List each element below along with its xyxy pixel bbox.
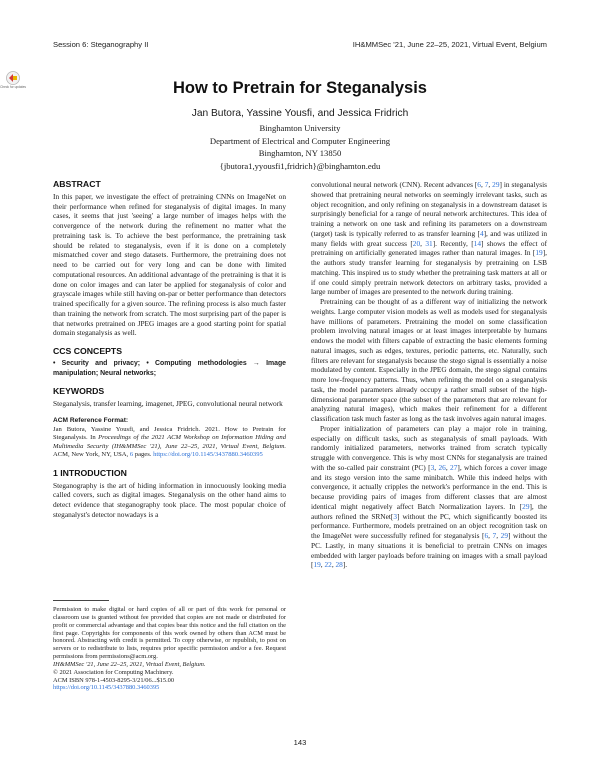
reference-part2: ACM, New York, NY, USA, xyxy=(53,451,130,459)
affiliation-university: Binghamton University xyxy=(259,123,341,133)
permission-isbn: ACM ISBN 978-1-4503-8295-3/21/06...$15.00 xyxy=(53,676,175,684)
citation-link[interactable]: 7 xyxy=(492,531,497,540)
citation-link[interactable]: 19 xyxy=(535,248,543,258)
running-header-left: Session 6: Steganography II xyxy=(53,40,149,49)
page-number: 143 xyxy=(293,738,307,747)
reference-part3: pages. xyxy=(133,451,154,459)
permission-text: Permission to make digital or hard copies of all or part of this work for personal or classroom use is granted without fee provided that copies are not made or distributed for profit or commercial advantage and that copies bear this notice and the full citation on the first page. Copyrights for components of this work owned by others than ACM must be honored. Abstracting with credit is permitted. To copy otherwise, or republish, to post on servers or to redistribute to lists, requires prior specific permission and/or a fee. Request permissions from permissions@acm.org. xyxy=(53,606,286,661)
citation-link[interactable]: 3 xyxy=(430,462,435,472)
citation-link[interactable]: 26 xyxy=(438,462,446,472)
paragraph-text-run: , xyxy=(434,462,439,472)
citation-link[interactable]: 6 xyxy=(477,180,481,189)
paragraph-text-run: convolutional neural network (CNN). Recent advances [ xyxy=(311,180,478,189)
right-paragraph-2: Pretraining can be thought of as a different way of initializing the network weights. Large computer vision models as well as models used for steganalysis have millions of parameters. Pretraining the model on some classification problem involving natural images or at least images interpretable by humans endows the model with filters capable of extracting the basic elements forming natural images, such as edges, textures, periodic patterns, etc. Naturally, such filters are relevant for steganalysis because the stego signal is essentially a noise modulated by content. Especially in the JPEG domain, the stego signal contains more low-frequency patterns. Thus, when refining the model on a steganalysis task, the model parameters already occupy a rather small subset of the high-dimensional parameter space (the subset of the parameters that are relevant for analyzing natural images), which makes their refinement for a different classification task much faster as long as the task involves again natural images. xyxy=(311,297,547,423)
affiliation-email: {jbutora1,yyousfi1,fridrich}@binghamton.edu xyxy=(219,160,381,171)
citation-link[interactable]: 20 xyxy=(412,238,421,248)
paper-title: How to Pretrain for Steganalysis xyxy=(173,79,427,97)
introduction-text: Steganography is the art of hiding information in innocuously looking media called covers, such as digital images. Steganalysis on the other hand aims to detect evidence that steganography took place. The most popular choice of steganalyst's detector nowadays is a xyxy=(53,480,286,519)
paragraph-text-run: , xyxy=(480,180,485,189)
paragraph-text-run: ], the authors refined the SRNet[ xyxy=(311,501,547,521)
citation-link[interactable]: 29 xyxy=(492,180,500,189)
keywords-heading: KEYWORDS xyxy=(53,386,105,397)
paragraph-text-run: ]. xyxy=(342,560,348,570)
citation-link[interactable]: 27 xyxy=(450,462,458,472)
paragraph-text-run: , xyxy=(445,462,451,472)
paragraph-text-run: ] without the PC. Lastly, in many situations it is beneficial to pretrain CNNs on images embedded with larger payloads before training on images with a small payload [ xyxy=(311,531,548,570)
paragraph-text-run: Proper initialization of parameters can play a major role in training, especially on difficult tasks, such as steganalysis of small payloads. With randomly initialized parameters, networks trained from scratch typically struggle with convergence. This is why most CNNs for steganalysis are trained with the so-called pair constraint (PC) [ xyxy=(311,423,547,472)
reference-doi-link[interactable]: https://doi.org/10.1145/3437880.3460395 xyxy=(153,451,263,459)
paragraph-text-run: , xyxy=(496,531,501,540)
citation-link[interactable]: 29 xyxy=(500,531,508,540)
citation-link[interactable]: 4 xyxy=(479,228,484,238)
affiliation-address: Binghamton, NY 13850 xyxy=(258,148,342,158)
citation-link[interactable]: 19 xyxy=(313,560,321,570)
abstract-heading: ABSTRACT xyxy=(53,179,101,189)
paragraph-text-run: ]. Recently, [ xyxy=(432,238,474,248)
permission-copyright: © 2021 Association for Computing Machinery. xyxy=(53,668,174,676)
permission-block xyxy=(53,606,286,692)
running-header-right: IH&MMSec '21, June 22–25, 2021, Virtual Event, Belgium xyxy=(352,40,547,49)
citation-link[interactable]: 7 xyxy=(484,180,489,189)
abstract-text: In this paper, we investigate the effect of pretraining CNNs on ImageNet on their performance when refined for steganalysis of digital images. In many cases, it seems that just 'seeing' a large number of images helps with the convergence of the network during the refinement no matter what the pretraining task is. To achieve the best performance, the pretraining task should be related to steganalysis, even if it is done on a completely mismatched cover and stego datasets. Furthermore, the pretraining does not need to be carried out for very long and can be done with limited computational resources. An additional advantage of the pretraining is that it is done on color images and can later be applied for steganalysis of color and grayscale images while still having on-par or better performance than detectors trained specifically for a given source. The refining process is also much faster than training the network from scratch. The most surprising part of the paper is that networks pretrained on JPEG images are a good starting point for spatial domain steganalysis as well. xyxy=(53,191,286,338)
citation-link[interactable]: 14 xyxy=(473,238,481,248)
footnote-rule xyxy=(53,600,109,601)
reference-part1: Jan Butora, Yassine Yousfi, and Jessica Fridrich. 2021. How to Pretrain for Steganalysis. In xyxy=(53,425,286,442)
paragraph-text-run: ], the authors study transfer learning for steganalysis by pretraining on LSB matching. This inspired us to study whether the pretraining task matters at all or if one could simply pretrain network detectors on arbitrary tasks, provided a large number of images are presented to the network during training. xyxy=(311,248,547,297)
citation-link[interactable]: 28 xyxy=(335,560,343,570)
citation-link[interactable]: 29 xyxy=(522,501,530,511)
affiliation-department: Department of Electrical and Computer Engineering xyxy=(209,135,391,146)
ccs-heading: CCS CONCEPTS xyxy=(53,346,123,356)
citation-link[interactable]: 31 xyxy=(425,238,433,248)
reference-format-heading: ACM Reference Format: xyxy=(53,416,129,424)
citation-link[interactable]: 22 xyxy=(324,560,332,570)
paper-authors: Jan Butora, Yassine Yousfi, and Jessica Fridrich xyxy=(191,108,409,119)
introduction-heading: 1 INTRODUCTION xyxy=(53,467,127,478)
reference-venue: Proceedings of the 2021 ACM Workshop on Information Hiding and Multimedia Security (IH&MMSec '21), June 22–25, 2021, Virtual Event, Belgium. xyxy=(53,434,286,450)
paragraph-text-run: , xyxy=(331,560,336,570)
citation-link[interactable]: 3 xyxy=(393,511,398,521)
keywords-text: Steganalysis, transfer learning, imagenet, JPEG, convolutional neural network xyxy=(53,399,283,408)
check-for-updates-label: Check for updates xyxy=(0,85,26,89)
citation-link[interactable]: 6 xyxy=(484,531,489,540)
right-paragraph-1 xyxy=(311,180,547,297)
reference-pages-link[interactable]: 6 xyxy=(129,451,134,459)
paragraph-text-run: ], and was utilized in many fields with great success [ xyxy=(311,228,547,248)
right-paragraph-3 xyxy=(311,424,547,570)
left-column xyxy=(53,180,286,520)
paragraph-text-run: ] shows the effect of pretraining on artificially generated images rather than natural images. In [ xyxy=(311,238,548,258)
paragraph-text-run: , xyxy=(320,560,325,570)
ccs-concepts: • Security and privacy; • Computing methodologies → Image manipulation; Neural networks; xyxy=(53,359,286,377)
paragraph-text-run: ] in steganalysis showed that pretraining neural networks on seemingly irrelevant tasks, such as object recognition, and only refining on steganalysis in a downstream dataset is surprisingly beneficial for a range of neural network architectures. This idea of training a network on one task and refining its parameters on a downstream (target) task is typically referred to as transfer learning [ xyxy=(311,180,548,238)
paragraph-text-run: , xyxy=(488,531,493,540)
permission-venue: IH&MMSec '21, June 22–25, 2021, Virtual Event, Belgium. xyxy=(53,660,206,668)
paragraph-text-run: , xyxy=(488,180,493,189)
reference-format-text xyxy=(53,426,286,460)
paragraph-text-run: ] without the PC, which significantly boosted its performance. Furthermore, models pretrained on an object recognition task on the ImageNet were successfully refined for steganalysis [ xyxy=(311,511,547,540)
right-column xyxy=(311,180,547,570)
paragraph-text-run: , xyxy=(420,238,426,248)
paragraph-text-run: ], which forces a cover image and its stego version into the same minibatch. While this indeed helps with convergence, it actually cripples the network's performance in the end. This is because providing pairs of images from different classes that are almost identical might negatively affect Batch Normalization layers. In [ xyxy=(311,462,548,511)
permission-doi-link[interactable]: https://doi.org/10.1145/3437880.3460395 xyxy=(53,684,160,692)
